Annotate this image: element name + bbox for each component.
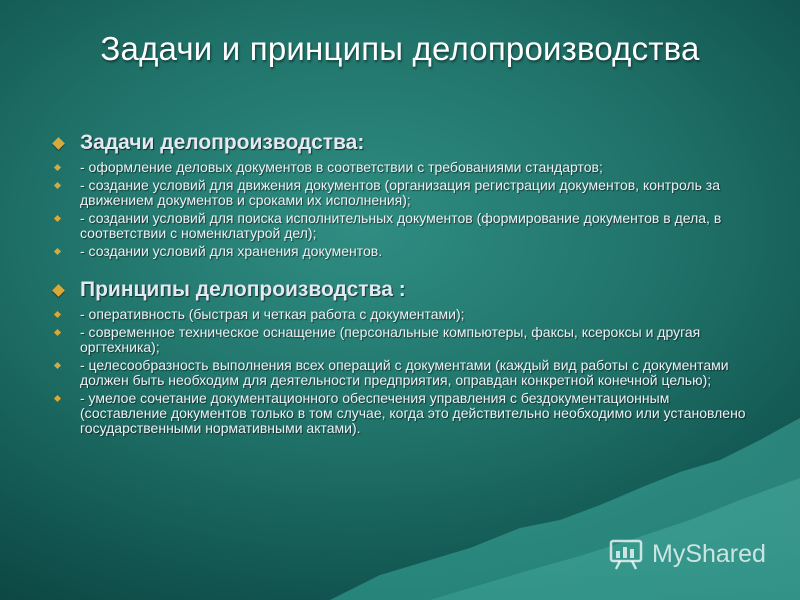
- watermark: [608, 534, 766, 574]
- list-item-text: - оформление деловых документов в соответствии с требованиями стандартов;: [80, 159, 603, 175]
- diamond-bullet-icon: [54, 311, 61, 318]
- diamond-bullet-icon: [54, 215, 61, 222]
- principles-heading-text: Принципы делопроизводства: [80, 278, 393, 301]
- list-item-text: - создании условий для хранения документов.: [80, 243, 383, 259]
- diamond-bullet-icon: [54, 329, 61, 336]
- list-item: [48, 325, 748, 355]
- tasks-section: [48, 130, 748, 259]
- list-item-text: - оперативность (быстрая и четкая работа с документами);: [80, 306, 465, 322]
- tasks-heading: [48, 130, 748, 156]
- diamond-bullet-icon: [54, 164, 61, 171]
- list-item: [48, 244, 748, 259]
- diamond-bullet-icon: [54, 362, 61, 369]
- diamond-bullet-icon: [54, 395, 61, 402]
- slide-title: Задачи и принципы делопроизводства: [100, 30, 700, 67]
- list-item-text: - целесообразность выполнения всех операций с документами (каждый вид работы с документами должен быть необходим для деятельности предприятия, оправдан конкретной конечной целью);: [80, 357, 729, 388]
- list-item: [48, 160, 748, 175]
- tasks-heading-suffix: :: [357, 131, 365, 154]
- diamond-bullet-icon: [54, 248, 61, 255]
- list-item: [48, 358, 748, 388]
- diamond-bullet-icon: [54, 182, 61, 189]
- list-item: [48, 211, 748, 241]
- principles-section: [48, 277, 748, 436]
- list-item: [48, 307, 748, 322]
- watermark-text: MyShared: [652, 539, 766, 568]
- list-item-text: - создание условий для движения документов (организация регистрации документов, контроль за движением документов и сроками их исполнения);: [80, 177, 720, 208]
- presentation-board-icon: [608, 536, 644, 572]
- principles-heading-suffix: :: [392, 278, 406, 301]
- diamond-bullet-icon: [52, 137, 65, 150]
- list-item: [48, 391, 748, 436]
- slide-content: [48, 130, 748, 454]
- list-item: [48, 178, 748, 208]
- principles-heading: [48, 277, 748, 303]
- diamond-bullet-icon: [52, 284, 65, 297]
- tasks-heading-text: Задачи делопроизводства: [80, 131, 358, 154]
- list-item-text: - современное техническое оснащение (персональные компьютеры, факсы, ксероксы и другая оргтехника);: [80, 324, 701, 355]
- list-item-text: - умелое сочетание документационного обеспечения управления с бездокументационным (составление документов только в том случае, когда это действительно необходимо или установлено государственными нормативными актами).: [80, 390, 746, 436]
- list-item-text: - создании условий для поиска исполнительных документов (формирование документов в дела, в соответствии с номенклатурой дел);: [80, 210, 722, 241]
